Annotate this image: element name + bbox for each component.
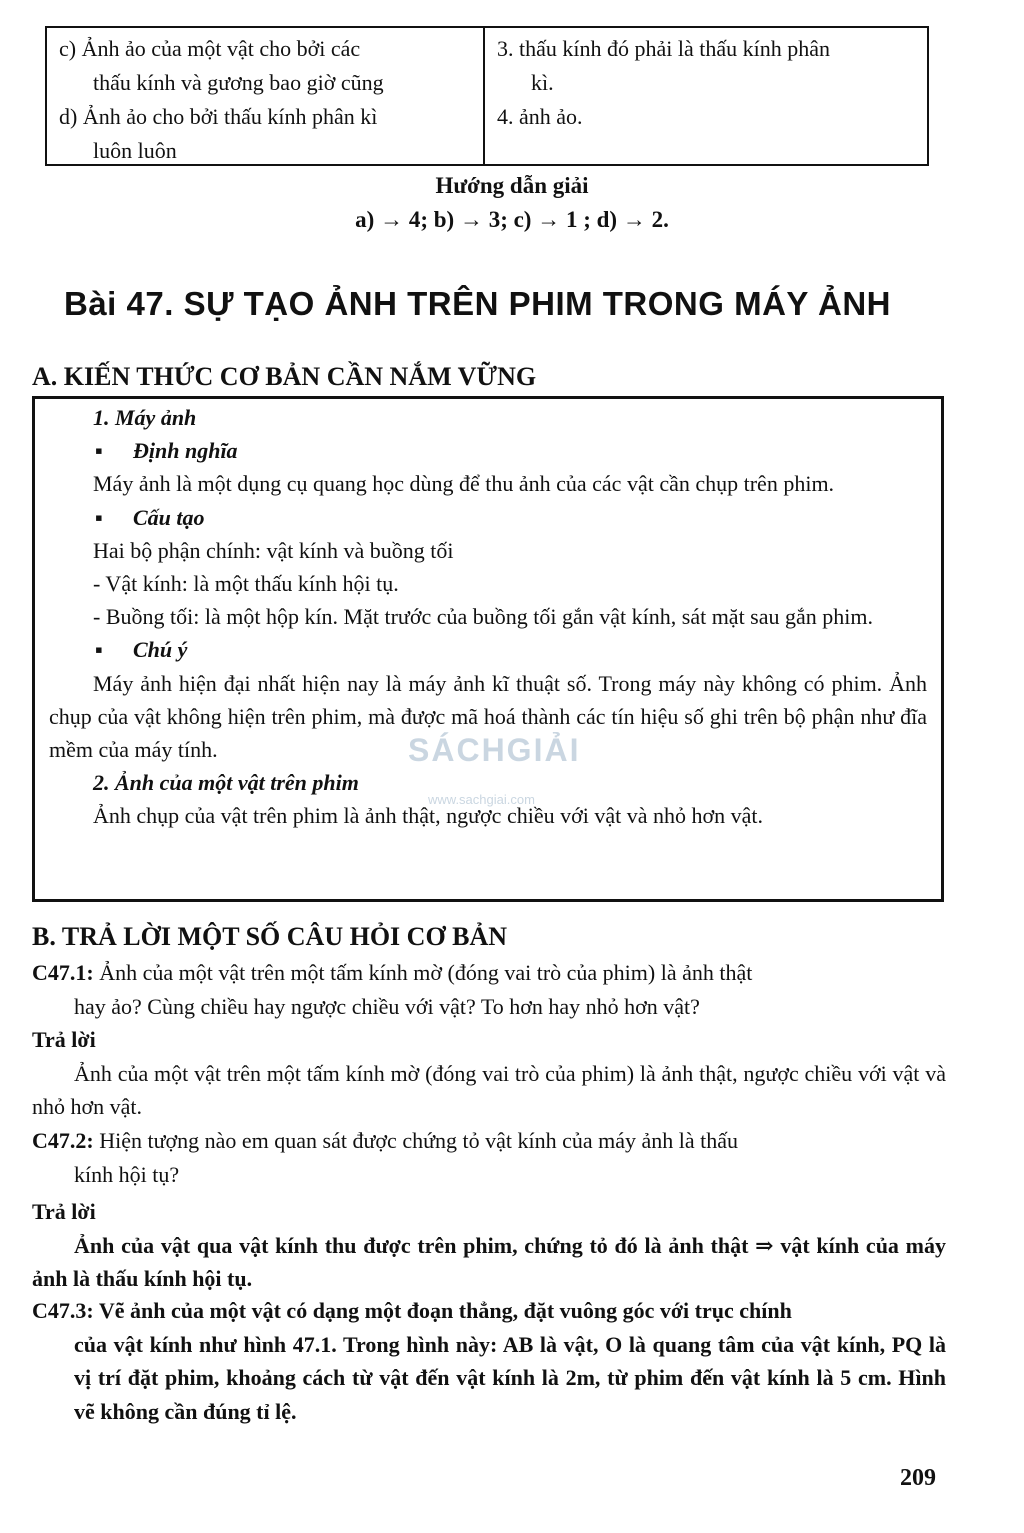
bullet-icon: ▪ [95, 637, 103, 663]
bullet-note [49, 633, 927, 666]
match-text: 3. thấu kính đó phải là thấu kính phân [497, 36, 830, 61]
bullet-title: Chú ý [133, 637, 188, 663]
section-b-heading: B. TRẢ LỜI MỘT SỐ CÂU HỎI CƠ BẢN [32, 922, 508, 951]
answer-title: Trả lời [32, 1199, 96, 1224]
question-line: Hiện tượng nào em quan sát được chứng tỏ vật kính của máy ảnh là thấu [93, 1128, 739, 1153]
match-text-continued: kì. [531, 70, 554, 95]
structure-text: Hai bộ phận chính: vật kính và buồng tối [93, 537, 454, 563]
matching-table [45, 26, 929, 166]
question-label: C47.3: [32, 1298, 94, 1323]
question-line-continued: kính hội tụ? [74, 1161, 180, 1187]
answer-text: Ảnh của một vật trên một tấm kính mờ (đóng vai trò của phim) là ảnh thật, ngược chiều với vật và nhỏ hơn vật. [32, 1060, 946, 1119]
answer-text: Ảnh của vật qua vật kính thu được trên phim, chứng tỏ đó là ảnh thật ⇒ vật kính của máy ảnh là thấu kính hội tụ. [32, 1232, 946, 1291]
question-label: C47.1: [32, 960, 94, 985]
bullet-title: Cấu tạo [133, 504, 205, 530]
theory-box [32, 396, 944, 902]
question-line: Ảnh của một vật trên một tấm kính mờ (đóng vai trò của phim) là ảnh thật [93, 960, 753, 985]
page-number: 209 [900, 1465, 936, 1491]
solution-guide-answer: a) → 4; b) → 3; c) → 1 ; d) → 2. [355, 207, 669, 232]
match-text: 4. ảnh ảo. [497, 104, 583, 129]
answer-title: Trả lời [32, 1027, 96, 1052]
subheading-image-on-film: 2. Ảnh của một vật trên phim [93, 770, 359, 796]
watermark-text: SÁCHGIẢI [408, 732, 581, 768]
question-line-continued: của vật kính như hình 47.1. Trong hình này: AB là vật, O là quang tâm của vật kính, PQ là vị trí đặt phim, khoảng cách từ vật đến vật kính là 2m, từ phim đến vật kính là 5 cm. Hình vẽ không cần đúng tỉ lệ. [74, 1331, 946, 1424]
question-label: C47.2: [32, 1128, 94, 1153]
matching-table-left-column [47, 28, 485, 164]
question-text [32, 1124, 946, 1158]
bullet-structure [49, 501, 927, 534]
lesson-title: Bài 47. SỰ TẠO ẢNH TRÊN PHIM TRONG MÁY ẢNH [64, 285, 892, 322]
question-text [32, 956, 946, 990]
match-item-4 [497, 100, 917, 134]
match-text-continued: luôn luôn [93, 138, 177, 163]
solution-guide-title: Hướng dẫn giải [435, 173, 589, 198]
section-a-heading: A. KIẾN THỨC CƠ BẢN CẦN NẮM VỮNG [32, 362, 537, 391]
subheading-camera: 1. Máy ảnh [93, 405, 197, 430]
bullet-definition [49, 434, 927, 467]
match-label: d) [59, 104, 78, 129]
match-label: c) [59, 36, 77, 61]
match-item-c [59, 32, 473, 100]
match-item-3 [497, 32, 917, 100]
structure-dark-chamber: - Buồng tối: là một hộp kín. Mặt trước của buồng tối gắn vật kính, sát mặt sau gắn phim. [93, 604, 874, 630]
question-c47-3 [32, 1294, 946, 1428]
definition-text: Máy ảnh là một dụng cụ quang học dùng để thu ảnh của các vật cần chụp trên phim. [93, 471, 835, 497]
question-text [32, 1294, 946, 1328]
match-text: Ảnh ảo của một vật cho bởi các [81, 36, 361, 61]
match-text-continued: thấu kính và gương bao giờ cũng [93, 70, 384, 95]
question-c47-1 [32, 956, 946, 1124]
matching-table-right-column [485, 28, 927, 164]
bullet-icon: ▪ [95, 504, 103, 530]
question-line-continued: hay ảo? Cùng chiều hay ngược chiều với vật? To hơn hay nhỏ hơn vật? [74, 993, 700, 1019]
question-c47-2 [32, 1124, 946, 1296]
note-text: Máy ảnh hiện đại nhất hiện nay là máy ảnh kĩ thuật số. Trong máy này không có phim. Ảnh chụp của vật không hiện trên phim, mà được mã hoá thành các tín hiệu số ghi trên bộ phận như đĩa mềm của máy tính. [49, 670, 927, 763]
match-text: Ảnh ảo cho bởi thấu kính phân kì [82, 104, 378, 129]
structure-lens: - Vật kính: là một thấu kính hội tụ. [93, 571, 399, 597]
watermark-url: www.sachgiai.com [428, 792, 535, 807]
match-item-d [59, 100, 473, 168]
bullet-title: Định nghĩa [133, 438, 238, 464]
bullet-icon: ▪ [95, 438, 103, 464]
image-on-film-text: Ảnh chụp của vật trên phim là ảnh thật, ngược chiều với vật và nhỏ hơn vật. [93, 803, 763, 829]
question-line: Vẽ ảnh của một vật có dạng một đoạn thẳng, đặt vuông góc với trục chính [93, 1298, 792, 1323]
